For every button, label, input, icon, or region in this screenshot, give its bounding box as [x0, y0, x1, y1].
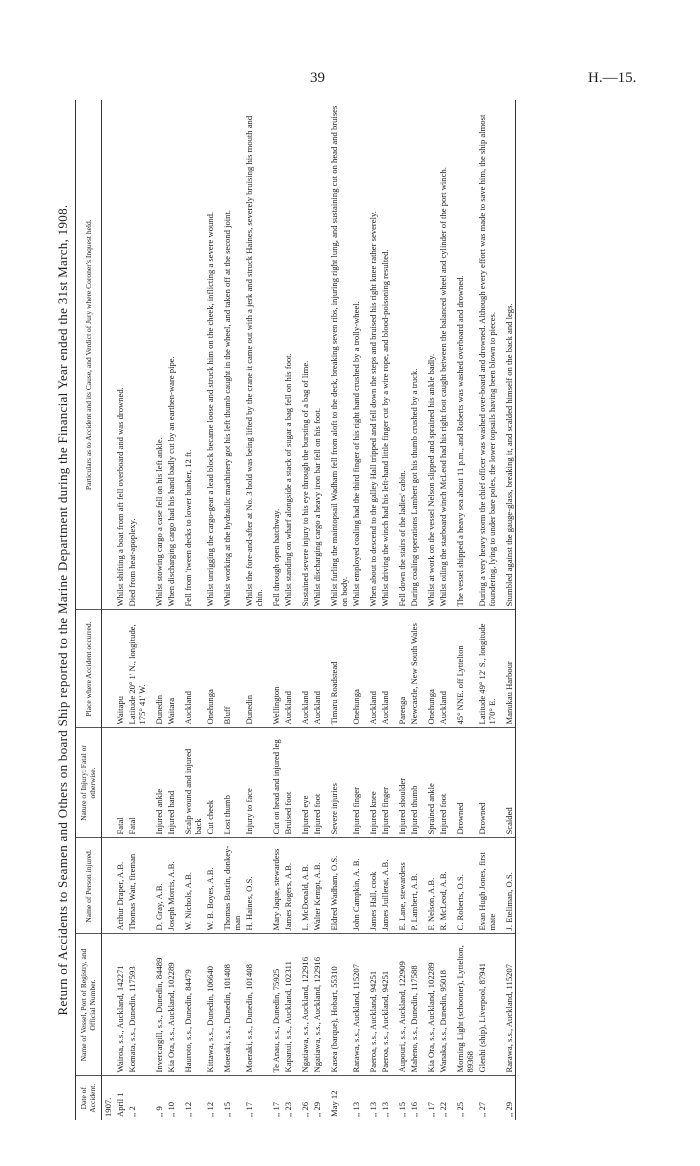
cell-particulars: Whilst oiling the starboard winch McLeod had his right foot caught between the balanced wheel and cylinder of the port winch.	[437, 100, 449, 610]
cell-date: ,, 23	[283, 1101, 293, 1117]
cell-vessel: Te Anau, s.s., Dunedin, 75925	[265, 934, 282, 1076]
cell-place: Auckland	[294, 610, 311, 728]
cell-date: ,, 12	[183, 1101, 193, 1117]
cell-particulars: Whilst the fore-and-after at No. 3 hold was being lifted by the crane it came out with a jerk and struck Haines, severely bruising his mouth and chin.	[243, 100, 265, 610]
cell-injury: Injured shoulder	[391, 728, 408, 838]
table-row	[243, 100, 265, 1120]
cell-injury: Injured finger	[379, 728, 391, 838]
cell-vessel: Kia Ora, s.s., Auckland, 102289	[165, 934, 177, 1076]
cell-particulars: Whilst standing on wharf alongside a stack of sugar a bag fell on his foot.	[282, 100, 294, 610]
cell-vessel: Ngatiawa, s.s., Auckland, 122916	[311, 934, 323, 1076]
cell-place: Auckland	[282, 610, 294, 728]
cell-injury: Lost thumb	[216, 728, 243, 838]
cell-vessel: Wanaka, s.s., Dunedin, 95018	[437, 934, 449, 1076]
cell-injury: Severe injuries	[323, 728, 350, 838]
table-row	[114, 100, 126, 1120]
cell-person: James Rogers, A.B.	[282, 838, 294, 934]
cell-place: Dunedin	[243, 610, 265, 728]
cell-injury: Bruised foot	[282, 728, 294, 838]
header-vessel: Name of Vessel, Port of Registry, and Official Number.	[76, 934, 102, 1076]
header-particulars: Particulars as to Accident and its Cause, and Verdict of Jury where Coroner's Inquest held.	[76, 100, 102, 610]
cell-place: Waitara	[165, 610, 177, 728]
cell-injury: Injured hand	[165, 728, 177, 838]
table-row	[350, 100, 362, 1120]
cell-place: Bluff	[216, 610, 243, 728]
cell-particulars: During a very heavy storm the chief officer was washed over-board and drowned. Although every effort was made to save him, the ship almost foundering, lying to under bare poles, the lower topsails having been blown to pieces.	[476, 100, 498, 610]
cell-person: Walter Kempt, A.B.	[311, 838, 323, 934]
cell-injury: Drowned	[476, 728, 498, 838]
table-row	[449, 100, 476, 1120]
cell-vessel: Moeraki, s.s., Dunedin, 101408	[216, 934, 243, 1076]
cell-person: J. Eteliman, O.S.	[498, 838, 516, 934]
rotated-document	[55, 100, 655, 1120]
table-row	[282, 100, 294, 1120]
cell-place: Auckland	[379, 610, 391, 728]
cell-place: Auckland	[362, 610, 379, 728]
cell-particulars: Fell down the stairs of the ladies' cabin.	[391, 100, 408, 610]
cell-date: ,, 27	[477, 1101, 487, 1117]
table-row	[323, 100, 350, 1120]
cell-injury: Fatal	[114, 728, 126, 838]
table-row	[294, 100, 311, 1120]
cell-date: May 12	[329, 1090, 339, 1117]
cell-particulars: Whilst shifting a boat from aft fell overboard and was drowned.	[114, 100, 126, 610]
table-row	[408, 100, 420, 1120]
cell-injury: Cut cheek	[204, 728, 216, 838]
table-row	[420, 100, 437, 1120]
cell-place: Wellington	[265, 610, 282, 728]
cell-vessel: Hauroto, s.s., Dunedin, 84479	[177, 934, 204, 1076]
cell-person: W. Nichols, A.B.	[177, 838, 204, 934]
cell-date: ,, 9	[154, 1106, 164, 1117]
cell-injury: Injured ankle	[148, 728, 165, 838]
table-row	[165, 100, 177, 1120]
cell-place: Latitude 20° 1' N., longitude, 175° 41' W.	[126, 610, 148, 728]
cell-vessel: Paeroa, s.s., Auckland, 94251	[379, 934, 391, 1076]
cell-person: W. B. Boyes, A.B.	[204, 838, 216, 934]
cell-person: Thomas Bustin, donkey-man	[216, 838, 243, 934]
document-title: Return of Accidents to Seamen and Others on board Ship reported to the Marine Department during the Financial Year ended the 31st March, 1908.	[55, 204, 70, 1016]
cell-person: Joseph Morris, A.B.	[165, 838, 177, 934]
cell-place: Dunedin	[148, 610, 165, 728]
cell-person: Eldred Wadham, O.S.	[323, 838, 350, 934]
cell-date: ,, 17	[244, 1101, 254, 1117]
page-number: 39	[310, 70, 325, 86]
cell-date: ,, 13	[368, 1101, 378, 1117]
cell-vessel: Rarawa, s.s., Auckland, 115207	[350, 934, 362, 1076]
cell-person: E. Lane, stewardess	[391, 838, 408, 934]
header-injury: Nature of Injury: Fatal or otherwise.	[76, 728, 102, 838]
table-body	[102, 100, 516, 1120]
cell-injury: Injury to face	[243, 728, 265, 838]
cell-place: Auckland	[437, 610, 449, 728]
cell-date: April 1	[115, 1092, 125, 1117]
cell-injury: Injured foot	[311, 728, 323, 838]
cell-particulars: Died from heat-apoplexy.	[126, 100, 148, 610]
cell-date: ,, 13	[351, 1101, 361, 1117]
table-row	[148, 100, 165, 1120]
cell-date: ,, 15	[222, 1101, 232, 1117]
cell-vessel: Paeroa, s.s., Auckland, 94251	[362, 934, 379, 1076]
table-row	[204, 100, 216, 1120]
cell-particulars: Whilst stowing cargo a case fell on his left ankle.	[148, 100, 165, 610]
cell-date: ,, 15	[397, 1101, 407, 1117]
cell-date: ,, 12	[205, 1101, 215, 1117]
cell-particulars: Whilst working at the hydraulic machinery got his left thumb caught in the wheel, and taken off at the second joint.	[216, 100, 243, 610]
cell-date: 1907.	[103, 1097, 113, 1117]
table-row	[265, 100, 282, 1120]
cell-vessel: Ngatiawa, s.s., Auckland, 122916	[294, 934, 311, 1076]
cell-vessel: Kapanui, s.s., Auckland, 102311	[282, 934, 294, 1076]
cell-person: P. Lambert, A.B.	[408, 838, 420, 934]
cell-particulars: Whilst driving the winch had his left-hand little finger cut by a wire rope, and blood-poisoning resulted.	[379, 100, 391, 610]
cell-particulars: Fell through open hatchway.	[265, 100, 282, 610]
table-row	[216, 100, 243, 1120]
cell-place	[102, 610, 115, 728]
cell-place: Waitapu	[114, 610, 126, 728]
table-row	[311, 100, 323, 1120]
cell-person: John Campkin, A. B.	[350, 838, 362, 934]
accidents-table	[75, 100, 516, 1120]
cell-vessel: Invercargill, s.s., Dunedin, 84489	[148, 934, 165, 1076]
cell-date: ,, 13	[380, 1101, 390, 1117]
table-row	[476, 100, 498, 1120]
cell-date: ,, 17	[426, 1101, 436, 1117]
cell-vessel: Glenhi (ship), Liverpool, 87941	[476, 934, 498, 1076]
page-reference: H.—15.	[588, 70, 637, 86]
cell-vessel: Kasea (barque), Hobart, 55310	[323, 934, 350, 1076]
cell-person: D. Gray, A.B.	[148, 838, 165, 934]
cell-particulars	[102, 100, 115, 610]
cell-injury: Injured knee	[362, 728, 379, 838]
cell-injury	[102, 728, 115, 838]
cell-person: F. Nelson, A.B.	[420, 838, 437, 934]
table-row	[126, 100, 148, 1120]
cell-date: ,, 25	[455, 1101, 465, 1117]
cell-particulars: Whilst discharging cargo a heavy iron bar fell on his foot.	[311, 100, 323, 610]
cell-place: 45° NNE. off Lyttelton	[449, 610, 476, 728]
cell-vessel: Moeraki, s.s., Dunedin, 101408	[243, 934, 265, 1076]
cell-person: H. Haines, O.S.	[243, 838, 265, 934]
cell-place: Onehunga	[350, 610, 362, 728]
cell-injury: Injured finger	[350, 728, 362, 838]
cell-particulars: When discharging cargo had his hand badly cut by an earthen-ware pipe.	[165, 100, 177, 610]
cell-place: Timaru Roadstead	[323, 610, 350, 728]
cell-vessel: Kia Ora, s.s., Auckland, 102289	[420, 934, 437, 1076]
cell-particulars: Whilst furling the maintopsail Wadham fell from aloft to the deck, breaking seven ribs, injuring right lung, and sustaining cut on head and bruises on body.	[323, 100, 350, 610]
cell-place: Onehunga	[204, 610, 216, 728]
cell-date: ,, 29	[498, 1076, 516, 1120]
table-row	[177, 100, 204, 1120]
header-place: Place where Accident occurred.	[76, 610, 102, 728]
cell-particulars: When about to descend to the galley Hall tripped and fell down the steps and bruised his right knee rather severely.	[362, 100, 379, 610]
cell-injury: Scalded	[498, 728, 516, 838]
cell-place: Latitude 49° 12' S., longitude 170° E.	[476, 610, 498, 728]
cell-particulars: Whilst employed coaling had the third finger of his right hand crushed by a trolly-wheel.	[350, 100, 362, 610]
table-row	[102, 100, 115, 1120]
cell-particulars: Sustained severe injury to his eye through the bursting of a bag of lime.	[294, 100, 311, 610]
cell-place: Manukau Harbour	[498, 610, 516, 728]
cell-person: Thomas Watt, fireman	[126, 838, 148, 934]
table-row	[391, 100, 408, 1120]
table-row	[437, 100, 449, 1120]
header-person: Name of Person injured.	[76, 838, 102, 934]
cell-injury: Injured thumb	[408, 728, 420, 838]
cell-date: ,, 17	[271, 1101, 281, 1117]
table-header-row	[76, 100, 102, 1120]
cell-person: Arthur Draper, A.B.	[114, 838, 126, 934]
cell-vessel	[102, 934, 115, 1076]
cell-vessel: Aupouri, s.s., Auckland, 122909	[391, 934, 408, 1076]
cell-injury: Drowned	[449, 728, 476, 838]
cell-particulars: Whilst unrigging the cargo-gear a lead block became loose and struck him on the cheek, inflicting a severe wound.	[204, 100, 216, 610]
cell-vessel: Rarawa, s.s., Auckland, 115207	[498, 934, 516, 1076]
header-date: Date of Accident.	[76, 1076, 102, 1120]
cell-vessel: Wairoa, s.s., Auckland, 142271	[114, 934, 126, 1076]
table-row	[498, 100, 516, 1120]
cell-particulars: The vessel shipped a heavy sea about 11 p.m., and Roberts was washed overboard and drowned.	[449, 100, 476, 610]
cell-place: Auckland	[177, 610, 204, 728]
cell-person: C. Roberts, O.S.	[449, 838, 476, 934]
cell-injury: Injured foot	[437, 728, 449, 838]
table-row	[379, 100, 391, 1120]
cell-place: Newcastle, New South Wales	[408, 610, 420, 728]
cell-date: ,, 16	[409, 1101, 419, 1117]
cell-date: ,, 29	[312, 1101, 322, 1117]
cell-particulars: During coaling operations Lambert got his thumb crushed by a truck.	[408, 100, 420, 610]
cell-person: R. McLeod, A.B.	[437, 838, 449, 934]
cell-place: Parenga	[391, 610, 408, 728]
cell-vessel: Maheno, s.s., Dunedin, 117588	[408, 934, 420, 1076]
cell-particulars: Whilst at work on the vessel Nelson slipped and sprained his ankle badly.	[420, 100, 437, 610]
cell-date: ,, 26	[300, 1101, 310, 1117]
cell-particulars: Stumbled against the gauge-glass, breaking it, and scalded himself on the back and legs.	[498, 100, 516, 610]
cell-injury: Scalp wound and injured back	[177, 728, 204, 838]
cell-injury: Sprained ankle	[420, 728, 437, 838]
cell-date: ,, 10	[166, 1101, 176, 1117]
cell-date: ,, 2	[127, 1106, 137, 1117]
cell-person: L. McDonald, A.B.	[294, 838, 311, 934]
cell-date: ,, 22	[438, 1101, 448, 1117]
cell-person: James Juillerat, A.B.	[379, 838, 391, 934]
cell-vessel: Kittawa, s.s., Dunedin, 106640	[204, 934, 216, 1076]
cell-vessel: Komata, s.s., Dunedin, 117593	[126, 934, 148, 1076]
cell-injury: Cut on head and injured leg	[265, 728, 282, 838]
cell-particulars: Fell from 'tween decks to lower bunker, 12 ft.	[177, 100, 204, 610]
cell-injury: Fatal	[126, 728, 148, 838]
table-row	[362, 100, 379, 1120]
cell-injury: Injured eye	[294, 728, 311, 838]
cell-person: Mary Jaque, stewardess	[265, 838, 282, 934]
cell-place: Onehunga	[420, 610, 437, 728]
cell-person: Evan Hugh Jones, first mate	[476, 838, 498, 934]
cell-person	[102, 838, 115, 934]
cell-place: Auckland	[311, 610, 323, 728]
cell-vessel: Morning Light (schooner), Lyttelton, 89368	[449, 934, 476, 1076]
cell-person: James Hall, cook	[362, 838, 379, 934]
